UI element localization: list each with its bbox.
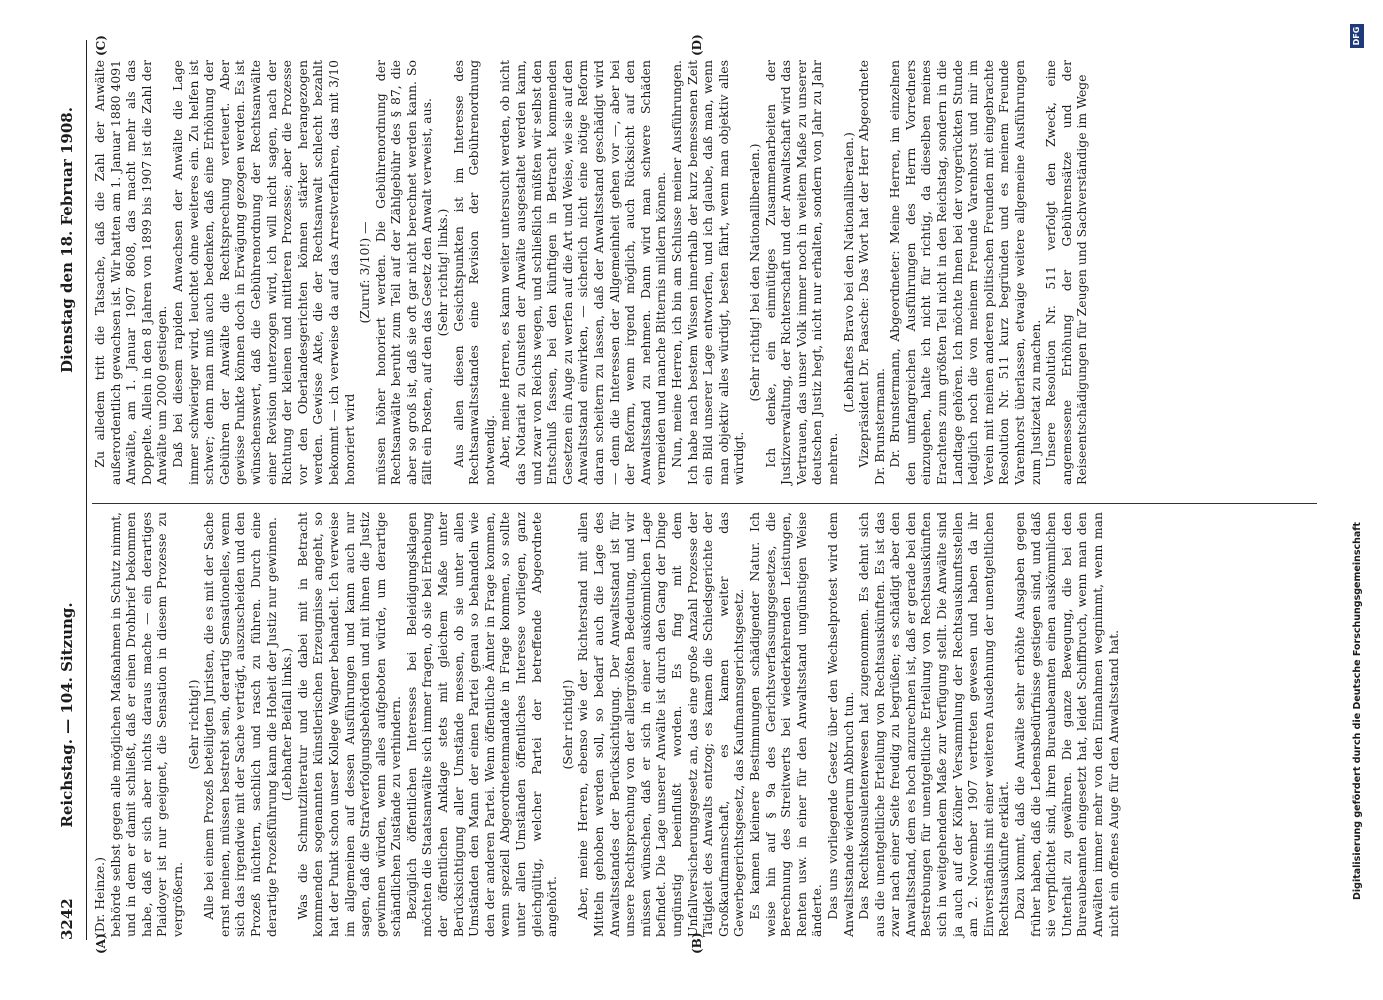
paragraph: Nun, meine Herren, ich bin am Schlusse meiner Ausführungen. Ich habe nach bestem Wissen innerhalb der kurz bemessenen Zeit ein Bild unserer Lage entworfen, und ich glaube, daß man, wenn man objektiv alles würdigt, besten fährt, wenn man objektiv alles würdigt. bbox=[668, 60, 747, 485]
paragraph: Das uns vorliegende Gesetz über den Wechselprotest wird dem Anwaltsstande wiederum Abbruch tun. bbox=[824, 512, 856, 937]
page-header bbox=[58, 40, 84, 940]
interjection: (Sehr richtig!) bbox=[559, 679, 575, 770]
margin-mark-d: (D) bbox=[690, 34, 704, 56]
interjection: (Zuruf: 3/10!) — bbox=[357, 221, 373, 324]
interjection: (Sehr richtig! bei den Nationalliberalen.) bbox=[746, 143, 762, 402]
paragraph: Dazu kommt, daß die Anwälte sehr erhöhte Ausgaben gegen früher haben, daß die Lebensbedürfnisse gestiegen sind, und daß sie verpflichtet sind, ihren Bureaubeamten einen auskömmlichen Unterhalt zu gewähren. Die ganze Bewegung, die bei den Bureaubeamten eingesetzt hat, leidet Schiffbruch, wenn man den Anwälten immer mehr von den Einnahmen wegnimmt, wenn man nicht ein offenes Auge für den Anwaltsstand hat. bbox=[1012, 512, 1121, 937]
paragraph: Ich denke, ein einmütiges Zusammenarbeiten der Justizverwaltung, der Richterschaft und der Anwaltschaft wird das Vertrauen, das unser Volk immer noch in weitem Maße zu unserer deutschen Justiz hegt, nicht nur erhalten, sondern von Jahr zu Jahr mehren. bbox=[762, 60, 840, 485]
paragraph: Es kamen kleinere Bestimmungen schädigender Natur. Ich weise hin auf § 9a des Gerichtsverfassungsgesetzes, die Berechnung des Streitwerts bei wiederkehrenden Leistungen, Renten usw. in einer für den Anwaltsstand ungünstigen Weise änderte. bbox=[746, 512, 825, 937]
dfg-logo: DFG bbox=[1350, 24, 1364, 48]
speaker-note: (Dr. Heinze.) bbox=[92, 857, 107, 937]
header-rule bbox=[86, 40, 87, 940]
left-column bbox=[92, 512, 1121, 937]
chair-remark: Vizepräsident Dr. Paasche: Das Wort hat der Herr Abgeordnete Dr. Brunstermann. bbox=[856, 60, 887, 485]
session-title: Reichstag. — 104. Sitzung. bbox=[58, 602, 76, 828]
paragraph: Was die Schmutzliteratur und die dabei mit in Betracht kommenden sogenannten künstlerischen Erzeugnisse angeht, so hat der Punkt schon unser Kollege Wagner behandelt. Ich verweise im allgemeinen auf dessen Ausführungen und kann auch nur sagen, daß die Strafverfolgungsbehörden und mit ihnen die Justiz gewinnen würden, wenn alles aufgeboten würde, um derartige schändlichen Zustände zu verhindern. bbox=[294, 512, 404, 937]
margin-mark-a: (A) bbox=[94, 933, 108, 954]
interjection: (Sehr richtig! links.) bbox=[435, 208, 451, 337]
column-divider bbox=[92, 503, 1317, 504]
margin-mark-c: (C) bbox=[94, 35, 108, 56]
interjection: (Lebhafter Beifall links.) bbox=[279, 647, 295, 802]
margin-mark-b: (B) bbox=[690, 932, 704, 954]
digitization-credit: Digitalisierung gefördert durch die Deutsche Forschungsgemeinschaft bbox=[1352, 522, 1363, 900]
interjection: (Lebhaftes Bravo bei den Nationalliberalen.) bbox=[840, 132, 856, 413]
paragraph: Dr. Brunstermann, Abgeordneter: Meine Herren, im einzelnen den umfangreichen Ausführungen des Herrn Vorredners einzugehen, halte ich nicht für richtig, da dieselben meines Erachtens zum größten Teil nicht in den Reichstag, sondern in die Landtage gehören. Ich möchte Ihnen bei der vorgerückten Stunde lediglich noch die von meinem Freunde Varenhorst und mir im Verein mit meinen anderen politischen Freunden mit eingebrachte Resolution Nr. 511 kurz begründen und es meinem Freunde Varenhorst überlassen, etwaige weitere allgemeine Ausführungen zum Justizetat zu machen. bbox=[887, 60, 1043, 485]
interjection: (Sehr richtig!) bbox=[185, 679, 201, 770]
session-date: Dienstag den 18. Februar 1908. bbox=[58, 107, 76, 373]
paragraph: Das Rechtskonsulentenwesen hat zugenommen. Es dehnt sich aus die unentgeltliche Erteilung von Rechtsauskünften. Es ist das zwar nach einer Seite freudig zu begrüßen; es schädigt aber den Anwaltsstand, dem es hoch anzurechnen ist, daß er gerade bei den Bestrebungen für unentgeltliche Erteilung von Rechtsauskünften sich in weitgehendem Maße zur Verfügung stellt. Die Anwälte sind ja auch auf der Kölner Versammlung der Rechtsauskunftsstellen am 2. November 1907 vertreten gewesen und haben da ihr Einverständnis mit einer weiteren Ausdehnung der unentgeltlichen Rechtsauskünfte erklärt. bbox=[856, 512, 1012, 937]
paragraph: behörde selbst gegen alle möglichen Maßnahmen in Schutz nimmt, und in dem er damit schließt, daß er einen Drohbrief bekommen habe, daß er sich aber nichts daraus mache — ein derartiges Plaidoyer ist nur geeignet, die Sensation in diesem Prozesse zu vergrößern. bbox=[107, 512, 185, 937]
paragraph: Alle bei einem Prozeß beteiligten Juristen, die es mit der Sache ernst meinen, müssen bestrebt sein, derartig Sensationelles, wenn sich das irgendwie mit der Sache verträgt, auszuscheiden und den Prozeß nüchtern, sachlich und rasch zu führen. Durch eine derartige Prozeßführung kann die Hoheit der Justiz nur gewinnen. bbox=[201, 512, 279, 937]
paragraph: müssen höher honoriert werden. Die Gebührenordnung der Rechtsanwälte beruht zum Teil auf der Zählgebühr des § 87, die aber so groß ist, daß sie oft gar nicht berechnet werden kann. So fällt ein Posten, auf den das Gesetz den Anwalt verweist, aus. bbox=[372, 60, 435, 485]
right-column bbox=[92, 60, 1090, 485]
paragraph: Zu alledem tritt die Tatsache, daß die Zahl der Anwälte außerordentlich gewachsen ist. Wir hatten am 1. Januar 1880 4091 Anwälte, am 1. Januar 1907 8608, das macht mehr als das Doppelte. Allein in den 8 Jahren von 1899 bis 1907 ist die Zahl der Anwälte um 2000 gestiegen. bbox=[92, 60, 170, 485]
paragraph: Daß bei diesem rapiden Anwachsen der Anwälte die Lage immer schwieriger wird, leuchtet ohne weiteres ein. Zu helfen ist schwer; denn man muß auch bedenken, daß eine Erhöhung der Gebühren der Anwälte die Rechtsprechung verteuert. Aber gewisse Punkte können doch in Erwägung gezogen werden. Es ist wünschenswert, daß die Gebührenordnung der Rechtsanwälte einer Revision unterzogen wird, ich will nicht sagen, nach der Richtung der kleinen und mittleren Prozesse; aber die Prozesse vor den Oberlandesgerichten können stärker herangezogen werden. Gewisse Akte, die der Rechtsanwalt schlecht bezahlt bekommt — ich verweise da auf das Arrestverfahren, das mit 3/10 honoriert wird bbox=[169, 60, 357, 485]
paragraph: Aber, meine Herren, es kann weiter untersucht werden, ob nicht das Notariat zu Gunsten der Anwälte ausgestaltet werden kann, und zwar von Reichs wegen, und schließlich müßten wir selbst den Entschluß fassen, bei den künftigen in Betracht kommenden Gesetzen ein Auge zu werfen auf die Art und Weise, wie sie auf den Anwaltsstand einwirken, — sicherlich nicht eine nötige Reform daran scheitern zu lassen, daß der Anwaltsstand geschädigt wird — denn die Interessen der Allgemeinheit gehen vor —, aber bei der Reform, wenn irgend möglich, auch Rücksicht auf den Anwaltsstand zu nehmen. Dann wird man schwere Schäden vermeiden und manche Bitternis mildern können. bbox=[497, 59, 669, 485]
paragraph: Aber, meine Herren, ebenso wie der Richterstand mit allen Mitteln gehoben werden soll, so bedarf auch die Lage des Anwaltsstandes der Berücksichtigung. Der Anwaltsstand ist für unsere Rechtsprechung von der allergrößten Bedeutung, und wir müssen wünschen, daß er sich in einer auskömmlichen Lage befindet. Die Lage unserer Anwälte ist durch den Gang der Dinge ungünstig beeinflußt worden. Es fing mit dem Unfallversicherungsgesetz an, das eine große Anzahl Prozesse der Tätigkeit des Anwalts entzog; es kamen die Schiedsgerichte der Großkaufmannschaft, es kamen weiter das Gewerbegerichtsgesetz, das Kaufmannsgerichtsgesetz. bbox=[575, 512, 747, 937]
paragraph: Bezüglich öffentlichen Interesses bei Beleidigungsklagen möchten die Staatsanwälte sich immer fragen, ob sie bei Erhebung der öffentlichen Anklage stets mit gleichem Maße unter Berücksichtigung aller Umstände messen, ob sie unter allen Umständen den Mann der einen Partei genau so behandeln wie den der anderen Partei. Wenn öffentliche Ämter in Frage kommen, wenn speziell Abgeordnetenmandate in Frage kommen, so sollte unter allen Umständen öffentliches Interesse vorliegen, ganz gleichgültig, welcher Partei der betreffende Abgeordnete angehört. bbox=[403, 512, 560, 937]
paragraph: Aus allen diesen Gesichtspunkten ist im Interesse des Rechtsanwaltsstandes eine Revision der Gebührenordnung notwendig. bbox=[450, 60, 497, 485]
page-number: 3242 bbox=[58, 898, 76, 940]
paragraph: Unsere Resolution Nr. 511 verfolgt den Zweck, eine angemessene Erhöhung der Gebührensätze und der Reiseentschädigungen für Zeugen und Sachverständige im Wege bbox=[1043, 60, 1090, 485]
